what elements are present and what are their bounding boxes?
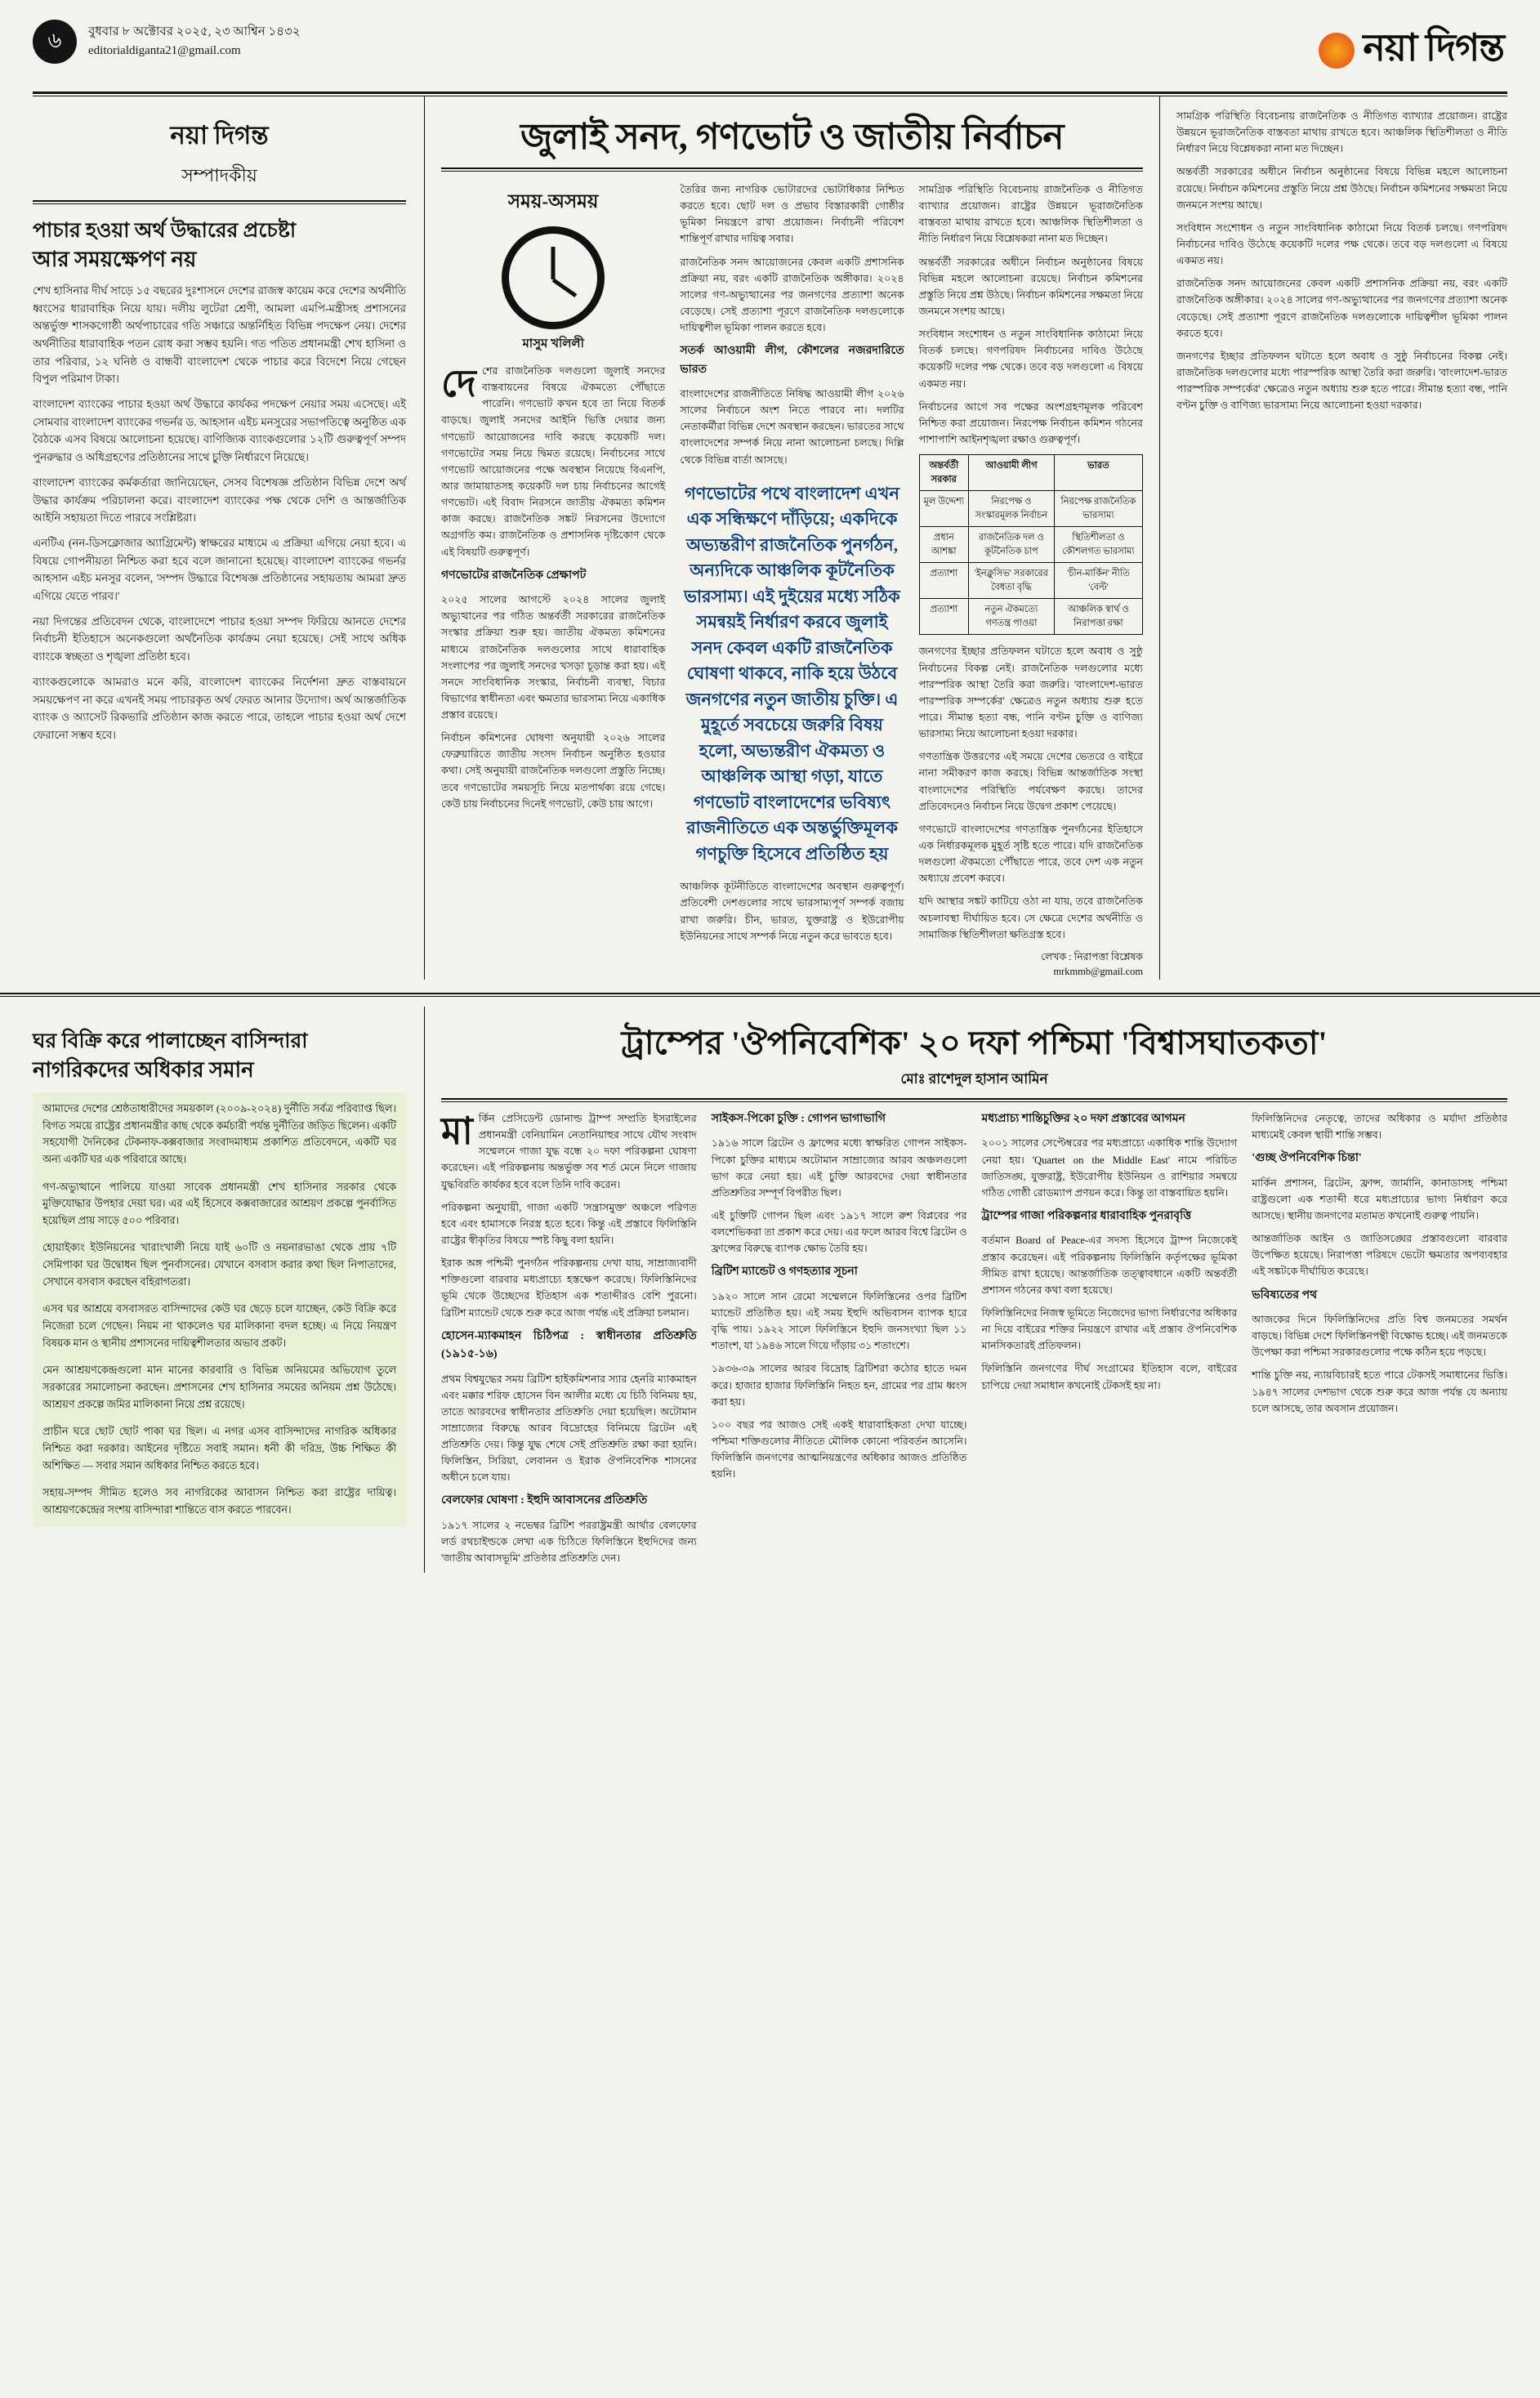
bottom-body-2 xyxy=(712,1110,967,1482)
paragraph: অন্তর্বর্তী সরকারের অধীনে নির্বাচন অনুষ্ঠানের বিষয়ে বিভিন্ন মহলে আলোচনা রয়েছে। নির্বাচন কমিশনের প্রস্তুতি নিয়ে প্রশ্ন উঠছে। নির্বাচন কমিশনের সক্ষমতা নিয়ে জনমনে সংশয় আছে। xyxy=(1176,166,1507,211)
table-header-cell: অন্তর্বর্তী সরকার xyxy=(919,455,968,491)
paragraph: প্রথম বিশ্বযুদ্ধের সময় ব্রিটিশ হাইকমিশনার স্যার হেনরি ম্যাকমাহন এবং মক্কার শরিফ হোসেন বিন আলীর মধ্যে যে চিঠি বিনিময় হয়, তাতে আরবদের স্বাধীনতার প্রতিশ্রুতি দেয়া হয়েছিল। অটোমান সাম্রাজ্যের বিরুদ্ধে আরব বিদ্রোহের বিনিময়ে ব্রিটেন এই প্রতিশ্রুতি দেয়। কিন্তু যুদ্ধ শেষে সেই প্রতিশ্রুতি রক্ষা করা হয়নি। ফিলিস্তিন, সিরিয়া, লেবানন ও ইরাক ঔপনিবেশিক শাসনের অধীনে চলে যায়। xyxy=(441,1373,697,1484)
table-row xyxy=(919,491,1142,527)
paragraph: সহায়-সম্পদ সীমিত হলেও সব নাগরিকের আবাসন নিশ্চিত করা রাষ্ট্রের দায়িত্ব। আশ্রয়ণকেন্দ্রের সংশয় বাসিন্দারা শান্তিতে বাস করতে পারবেন। xyxy=(42,1487,396,1516)
headline-rule-thin xyxy=(441,171,1143,172)
editorial2-title-line1: ঘর বিক্রি করে পালাচ্ছেন বাসিন্দারা xyxy=(33,1030,308,1053)
table-header-cell: ভারত xyxy=(1054,455,1142,491)
paragraph: ১৯৩৬-৩৯ সালের আরব বিদ্রোহ ব্রিটিশরা কঠোর হাতে দমন করে। হাজার হাজার ফিলিস্তিনি নিহত হন, গ্রামের পর গ্রাম ধ্বংস করা হয়। xyxy=(711,1363,967,1408)
lower-content xyxy=(0,1007,1540,1573)
paragraph: বাংলাদেশ ব্যাংকের পাচার হওয়া অর্থ উদ্ধারে কার্যকর পদক্ষেপ নেয়ার সময় এসেছে। এই সোমবার বাংলাদেশ ব্যাংকের গভর্নর ড. আহসান এইচ মনসুরের সভাপতিত্বে অনুষ্ঠিত এক বৈঠকে এসব বিষয়ে আলোচনা হয়েছে। বাণিজ্যিক ব্যাংকগুলোর ১২টি গুরুত্বপূর্ণ সম্পদ পুনরুদ্ধার ও অধিগ্রহণের প্রতিষ্ঠানের সাথে চুক্তি নির্ধারণে নিয়েছে। xyxy=(33,398,406,464)
paragraph: জনগণের ইচ্ছার প্রতিফলন ঘটাতে হলে অবাধ ও সুষ্ঠু নির্বাচনের বিকল্প নেই। রাজনৈতিক দলগুলোর মধ্যে পারস্পরিক আস্থা তৈরি করা জরুরি। 'বাংলাদেশ-ভারত পারস্পরিক সম্পর্কের' ক্ষেত্রেও নতুন অধ্যায় শুরু হতে পারে। সীমান্ত হত্যা বন্ধ, পানি বণ্টন চুক্তি ও বাণিজ্য ভারসাম্য নিয়ে আলোচনা হওয়া দরকার। xyxy=(918,645,1143,740)
subheading: সতর্ক আওয়ামী লীগ, কৌশলের নজরদারিতে ভারত xyxy=(680,345,904,376)
masthead-dateline xyxy=(88,20,300,60)
paragraph: শান্তি চুক্তি নয়, ন্যায়বিচারই হতে পারে টেকসই সমাধানের ভিত্তি। ১৯৪৭ সালের দেশভাগ থেকে শুরু করে আজ পর্যন্ত যে অন্যায় চলে আসছে, তার অবসান প্রয়োজন। xyxy=(1252,1369,1507,1414)
bottom-col-2 xyxy=(712,1110,967,1573)
table-cell: নিরপেক্ষ রাজনৈতিক ভারসাম্য xyxy=(1054,491,1142,527)
bottom-article-columns xyxy=(441,1110,1507,1573)
subheading: গণভোটের রাজনৈতিক প্রেক্ষাপট xyxy=(441,569,587,582)
table-cell: নিরপেক্ষ ও সংস্কারমূলক নির্বাচন xyxy=(968,491,1054,527)
paragraph: ১০০ বছর পর আজও সেই একই ধারাবাহিকতা দেখা যাচ্ছে। পশ্চিমা শক্তিগুলোর নীতিতে মৌলিক কোনো পরিবর্তন আসেনি। ফিলিস্তিনি জনগণের আত্মনিয়ন্ত্রণের অধিকার আজও প্রতিষ্ঠিত হয়নি। xyxy=(711,1418,967,1480)
editorial-rule-thin xyxy=(33,203,406,204)
main-article-author: মাসুম খলিলী xyxy=(522,337,584,351)
right-column-body xyxy=(1176,108,1507,413)
comparison-table xyxy=(919,454,1143,635)
main-article-col-3 xyxy=(919,181,1143,980)
paragraph: ফিলিস্তিনিদের নেতৃত্বে, তাদের অধিকার ও মর্যাদা প্রতিষ্ঠার মাধ্যমেই কেবল স্থায়ী শান্তি সম্ভব। xyxy=(1252,1113,1507,1141)
main-article-body-3 xyxy=(919,181,1143,448)
paragraph: নয়া দিগন্তের প্রতিবেদন থেকে, বাংলাদেশে পাচার হওয়া সম্পদ ফিরিয়ে আনতে দেশের নির্বাচনী ইতিহাসে অনেকগুলো অর্থনৈতিক কার্যক্রম নেয়া হয়েছে। সেই সাথে অধিক ব্যাংকে স্বচ্ছতা ও শৃঙ্খলা প্রতিষ্ঠা হবে। xyxy=(33,614,406,663)
paragraph: গণভোটে বাংলাদেশের গণতান্ত্রিক পুনর্গঠনের ইতিহাসে এক নির্ধারকমূলক মুহূর্ত সৃষ্টি হতে পারে। যদি রাজনৈতিক দলগুলো ঐকমত্যে পৌঁছাতে পারে, তবে দেশ এক নতুন অধ্যায়ে প্রবেশ করবে। xyxy=(918,823,1143,885)
paragraph: পরিকল্পনা অনুযায়ী, গাজা একটি 'সন্ত্রাসমুক্ত' অঞ্চলে পরিণত হবে এবং হামাসকে নিরস্ত্র হতে হবে। কিন্তু এই প্রস্তাবে ফিলিস্তিনি রাষ্ট্রের স্বীকৃতির বিষয়ে স্পষ্ট কিছু বলা হয়নি। xyxy=(441,1201,697,1247)
paragraph: হোয়াইক্যং ইউনিয়নের খারাংখালী নিয়ে যাই ৬০টি ও নয়নারভাঙা থেকে প্রায় ৭টি সেমিপাকা ঘর উদ্বোধন ছিল পুনর্বাসনের। যেখানে বসবাস করার কথা ছিল নিপাতাদের, সেখানে বসবাস করছেন বহিরাগতরা। xyxy=(42,1242,396,1288)
pull-quote: গণভোটের পথে বাংলাদেশ এখন এক সন্ধিক্ষণে দাঁড়িয়ে; একদিকে অভ্যন্তরীণ রাজনৈতিক পুনর্গঠন, অন্যদিকে আঞ্চলিক কূটনৈতিক ভারসাম্য। এই দুইয়ের মধ্যে সঠিক সমন্বয়ই নির্ধারণ করবে জুলাই সনদ কেবল একটি রাজনৈতিক ঘোষণা থাকবে, নাকি হয়ে উঠবে জনগণের নতুন জাতীয় চুক্তি। এ মুহূর্তে সবচেয়ে জরুরি বিষয় হলো, অভ্যন্তরীণ ঐকমত্য ও আঞ্চলিক আস্থা গড়া, যাতে গণভোট বাংলাদেশের ভবিষ্যৎ রাজনীতিতে এক অন্তর্ভুক্তিমূলক গণচুক্তি হিসেবে প্রতিষ্ঠিত হয় xyxy=(684,483,900,864)
bottom-article-author: মোঃ রাশেদুল হাসান আমিন xyxy=(900,1071,1048,1087)
bottom-col-3 xyxy=(982,1110,1238,1573)
table-row xyxy=(919,527,1142,563)
main-article-col-1 xyxy=(441,181,665,980)
editorial2-title-line2: নাগরিকদের অধিকার সমান xyxy=(33,1058,254,1083)
bottom-body-1 xyxy=(441,1110,697,1566)
paragraph: মেন আশ্রয়ণকেন্দ্রগুলো মান মানের কারবারি ও বিভিন্ন অনিয়মের অভিযোগ তুলে সরকারের সমালোচনা করছেন। প্রশাসনের শেখ হাসিনার সময়ের অনিয়ম প্রশ্ন উঠেছে। আশ্রয়ণ প্রকল্পে জমির মালিকানা নিয়ে প্রশ্ন রয়েছে। xyxy=(42,1364,396,1410)
editorial2-body xyxy=(33,1092,406,1527)
editorial1-body xyxy=(33,282,406,744)
main-article-body-2b xyxy=(680,878,904,944)
masthead-rule xyxy=(33,92,1507,94)
paragraph: ফিলিস্তিনি জনগণের দীর্ঘ সংগ্রামের ইতিহাস বলে, বাইরের চাপিয়ে দেয়া সমাধান কখনোই টেকসই হয় না। xyxy=(981,1363,1238,1391)
section-divider-thin xyxy=(0,996,1540,997)
clock-icon-wrap xyxy=(441,226,665,329)
right-column xyxy=(1160,96,1507,980)
paragraph: শেখ হাসিনার দীর্ঘ সাড়ে ১৫ বছরের দুঃশাসনে দেশের রাজস্ব কায়েম করে দেশের অর্থনীতি ধ্বংসের ধারাবাহিক নিয়ে যায়। দলীয় লুটেরা শ্রেণী, আমলা এমপি-মন্ত্রীসহ প্রশাসনের অন্তর্ভুক্ত শাসকগোষ্ঠী অর্থপাচারের গতি সঞ্চারে অন্তর্নিহিত বিভিন্ন পদক্ষেপ নেয়। দেশের অর্থনীতির ধারাবাহিক পতন রোধ করা সম্ভব হয়নি। গত পতিত প্রধানমন্ত্রী শেখ হাসিনা ও তার পরিবার, ১২ ঘনিষ্ঠ ও বান্ধবী বাংলাদেশ থেকে পাচার করে বিদেশে নিয়ে গেছেন বিপুল পরিমাণ টাকা। xyxy=(33,284,406,386)
table-cell: 'ইনক্লুসিভ' সরকারের বৈধতা বৃদ্ধি xyxy=(968,563,1054,599)
subheading: ভবিষ্যতের পথ xyxy=(1252,1288,1318,1302)
masthead-right xyxy=(1319,20,1507,82)
bottom-headline-rule xyxy=(441,1098,1507,1100)
paragraph: ব্যাংকগুলোকে আমরাও মনে করি, বাংলাদেশ ব্যাংকের নির্দেশনা দ্রুত বাস্তবায়নে সময়ক্ষেপণ না করে এখনই সময় পাচারকৃত অর্থ ফেরত আনার উদ্যোগ। অর্থ আন্তর্জাতিক ব্যাংক ও অ্যাসেট রিকভারি প্রতিষ্ঠান কাজ করতে পারে, তাহলে পাচার হওয়া অর্থ দেশে ফেরানো সম্ভব হবে। xyxy=(33,675,406,741)
paragraph: ১৯২০ সালে সান রেমো সম্মেলনে ফিলিস্তিনের ওপর ব্রিটিশ ম্যান্ডেট প্রতিষ্ঠিত হয়। এই সময় ইহুদি অভিবাসন ব্যাপক হারে বৃদ্ধি পায়। ১৯২২ সালে ফিলিস্তিনে ইহুদি জনসংখ্যা ছিল ১১ শতাংশ, যা ১৯৪৬ সালে গিয়ে দাঁড়ায় ৩১ শতাংশে। xyxy=(711,1290,967,1352)
paragraph: জনগণের ইচ্ছার প্রতিফলন ঘটাতে হলে অবাধ ও সুষ্ঠু নির্বাচনের বিকল্প নেই। রাজনৈতিক দলগুলোর মধ্যে পারস্পরিক আস্থা তৈরি করা জরুরি। 'বাংলাদেশ-ভারত পারস্পরিক সম্পর্কের' ক্ষেত্রেও নতুন অধ্যায় শুরু হতে পারে। সীমান্ত হত্যা বন্ধ, পানি বণ্টন চুক্তি ও বাণিজ্য ভারসাম্য নিয়ে আলোচনা হওয়া দরকার। xyxy=(1176,350,1507,412)
table-cell: প্রধান আশঙ্কা xyxy=(919,527,968,563)
masthead-left xyxy=(33,20,300,64)
paragraph: গণতান্ত্রিক উত্তরণের এই সময়ে দেশের ভেতরে ও বাইরে নানা সমীকরণ কাজ করছে। বিভিন্ন আন্তর্জাতিক সংস্থা বাংলাদেশের পরিস্থিতি পর্যবেক্ষণ করছে। তাদের প্রতিবেদনেও নির্বাচন নিয়ে উদ্বেগ প্রকাশ পেয়েছে। xyxy=(918,751,1143,812)
paragraph: ২০০১ সালের সেপ্টেম্বরের পর মধ্যপ্রাচ্যে একাধিক শান্তি উদ্যোগ নেয়া হয়। 'Quartet on the Middle East' নামে পরিচিত জাতিসঙ্ঘ, যুক্তরাষ্ট্র, ইউরোপীয় ইউনিয়ন ও রাশিয়ার সমন্বয়ে গঠিত গোষ্ঠী রোডম্যাপ প্রণয়ন করে। কিন্তু তা বাস্তবায়িত হয়নি। xyxy=(981,1137,1238,1199)
paragraph: বর্তমান Board of Peace-এর সদস্য হিসেবে ট্রাম্প নিজেকেই প্রস্তাব করেছেন। এই পরিকল্পনায় ফিলিস্তিনি কর্তৃপক্ষের ভূমিকা সীমিত রাখা হয়েছে। আন্তর্জাতিক তত্ত্বাবধানে একটি অন্তর্বর্তী প্রশাসন গঠনের কথা বলা হয়েছে। xyxy=(981,1235,1238,1296)
table-cell: 'চীন-মার্কিন' নীতি 'বেল্ট' xyxy=(1054,563,1142,599)
editorial1-title-line1: পাচার হওয়া অর্থ উদ্ধারের প্রচেষ্টা xyxy=(33,220,297,242)
paragraph: আমাদের দেশের শ্রেষ্ঠতাধারীদের সময়কাল (২০০৯-২০২৪) দুর্নীতি সর্বত্র পরিব্যাপ্ত ছিল। বিগত সময়ে রাষ্ট্রের প্রধানমন্ত্রীর কাছ থেকে কর্মচারী পর্যন্ত দুর্নীতির জড়িত ছিলেন। একটি সহযোগী দৈনিকের টেকনাফ-কক্সবাজার সংবাদমাধ্যম প্রকাশিত প্রতিবেদনে, একটি ঘর অন্য একটি ঘর এক পরিবারে আছে। xyxy=(42,1102,396,1165)
subheading: বেলফোর ঘোষণা : ইহুদি আবাসনের প্রতিশ্রুতি xyxy=(441,1494,648,1507)
table-cell: স্থিতিশীলতা ও কৌশলগত ভারসাম্য xyxy=(1054,527,1142,563)
paragraph: দেশের রাজনৈতিক দলগুলো জুলাই সনদের বাস্তবায়নের বিষয়ে ঐকমত্যে পৌঁছাতে পারেনি। গণভোট কখন হবে তা নিয়ে বিতর্ক বাড়ছে। জুলাই সনদের আইনি ভিত্তি দেয়ার জন্য গণভোট আয়োজনের দাবি করছে কয়েকটি দল। গণভোটের সময় নিয়ে দ্বিমত রয়েছে। নির্বাচনের সাথে গণভোট আয়োজনের পক্ষে অবস্থান নিয়েছে বিএনপি, আর জামায়াতসহ কয়েকটি দল চায় নির্বাচনের আগেই গণভোট। এই বিবাদ নিরসনে জাতীয় ঐকমত্য কমিশন কাজ করছে। রাজনৈতিক সঙ্কট নিরসনের উদ্যোগে অগ্রগতি কম। রাজনৈতিক ও প্রশাসনিক দৃষ্টিকোণ থেকে এই বিষয়টি গুরুত্বপূর্ণ। xyxy=(441,363,666,558)
paragraph: তৈরির জন্য নাগরিক ভোটারদের ভোটাধিকার নিশ্চিত করতে হবে। ছোট দল ও প্রভাব বিস্তারকারী গোষ্ঠীর ভূমিকা নিয়ন্ত্রণে রাখা প্রয়োজন। নির্বাচনী পরিবেশ শান্তিপূর্ণ রাখার দায়িত্ব সবার। xyxy=(680,184,904,245)
sun-icon xyxy=(1319,33,1355,69)
section-divider xyxy=(0,993,1540,994)
subheading: হোসেন-ম্যাকমাহন চিঠিপত্র : স্বাধীনতার প্রতিশ্রুতি (১৯১৫-১৬) xyxy=(441,1329,697,1361)
bottom-col-1 xyxy=(441,1110,697,1573)
table-cell: মূল উদ্দেশ্য xyxy=(919,491,968,527)
table-header-cell: আওয়ামী লীগ xyxy=(968,455,1054,491)
table-header-row xyxy=(919,455,1142,491)
main-article-col-2 xyxy=(680,181,904,980)
bottom-article-column xyxy=(425,1007,1507,1573)
paragraph: সংবিধান সংশোধন ও নতুন সাংবিধানিক কাঠামো নিয়ে বিতর্ক চলছে। গণপরিষদ নির্বাচনের দাবিও উঠেছে কয়েকটি দলের পক্ষ থেকে। তবে বড় দলগুলো এ বিষয়ে একমত নয়। xyxy=(1176,221,1507,267)
paragraph: আন্তর্জাতিক আইন ও জাতিসঙ্ঘের প্রস্তাবগুলো বারবার উপেক্ষিত হয়েছে। নিরাপত্তা পরিষদে ভেটো ক্ষমতার অপব্যবহার এই সঙ্কটকে দীর্ঘায়িত করেছে। xyxy=(1252,1233,1507,1278)
paragraph: আঞ্চলিক কূটনীতিতে বাংলাদেশের অবস্থান গুরুত্বপূর্ণ। প্রতিবেশী দেশগুলোর সাথে ভারসাম্যপূর্ণ সম্পর্ক বজায় রাখা জরুরি। চীন, ভারত, যুক্তরাষ্ট্র ও ইউরোপীয় ইউনিয়নের সাথে সম্পর্ক নিয়ে নতুন করে ভাবতে হবে। xyxy=(680,881,904,942)
paragraph: নির্বাচনের আগে সব পক্ষের অংশগ্রহণমূলক পরিবেশ নিশ্চিত করা প্রয়োজন। নিরপেক্ষ নির্বাচন কমিশন গঠনের পাশাপাশি আইনশৃঙ্খলা রক্ষাও গুরুত্বপূর্ণ। xyxy=(918,400,1143,445)
paragraph: রাজনৈতিক সনদ আয়োজনের কেবল একটি প্রশাসনিক প্রক্রিয়া নয়, বরং একটি রাজনৈতিক অঙ্গীকার। ২০২৪ সালের গণ-অভ্যুত্থানের পর জনগণের প্রত্যাশা অনেক বেড়েছে। সেই প্রত্যাশা পূরণে রাজনৈতিক দলগুলোকে দায়িত্বশীল ভূমিকা পালন করতে হবে। xyxy=(680,256,904,334)
editorial2-column xyxy=(33,1007,425,1573)
main-headline: জুলাই সনদ, গণভোট ও জাতীয় নির্বাচন xyxy=(520,117,1065,157)
table-cell: নতুন ঐকমত্যে গণতন্ত্র পাওয়া xyxy=(968,599,1054,635)
subheading: 'গুচ্ছ ঔপনিবেশিক চিন্তা' xyxy=(1252,1152,1362,1165)
paragraph: সামগ্রিক পরিস্থিতি বিবেচনায় রাজনৈতিক ও নীতিগত ব্যাখ্যার প্রয়োজন। রাষ্ট্রের উন্নয়নে ভূরাজনৈতিক বাস্তবতা মাথায় রাখতে হবে। আঞ্চলিক স্থিতিশীলতা ও নীতি নির্ধারণ নিয়ে বিশ্লেষকরা নানা মত দিচ্ছেন। xyxy=(918,184,1143,245)
masthead xyxy=(0,0,1540,87)
paragraph: ১৯১৬ সালে ব্রিটেন ও ফ্রান্সের মধ্যে স্বাক্ষরিত গোপন সাইকস-পিকো চুক্তির মাধ্যমে অটোমান সাম্রাজ্যের আরব অঞ্চলগুলো ভাগ করে নেয়া হয়। এই চুক্তি আরবদের দেয়া স্বাধীনতার প্রতিশ্রুতির সম্পূর্ণ বিপরীত ছিল। xyxy=(711,1137,967,1199)
subheading: সাইকস-পিকো চুক্তি : গোপন ভাগাভাগি xyxy=(711,1113,886,1126)
paragraph: ২০২৫ সালের আগস্টে ২০২৪ সালের জুলাই অভ্যুত্থানের পর গঠিত অন্তর্বর্তী সরকারের রাজনৈতিক সংস্কার প্রক্রিয়া শুরু হয়। জাতীয় ঐকমত্য কমিশনের মাধ্যমে রাজনৈতিক দলগুলোর সাথে ধারাবাহিক সংলাপের পর জুলাই সনদের খসড়া চূড়ান্ত করা হয়। এই সনদে সাংবিধানিক সংস্কার, নির্বাচনী ব্যবস্থা, বিচার বিভাগের স্বাধীনতা এবং ক্ষমতার ভারসাম্য নিয়ে একাধিক প্রস্তাব রয়েছে। xyxy=(441,594,666,721)
paragraph: মার্কিন প্রশাসন, ব্রিটেন, ফ্রান্স, জার্মানি, কানাডাসহ পশ্চিমা রাষ্ট্রগুলো এক শতাব্দী ধরে মধ্যপ্রাচ্যের ভাগ্য নির্ধারণ করে আসছে। স্থানীয় জনগণের মতামত কখনোই গুরুত্ব পায়নি। xyxy=(1252,1177,1507,1221)
paragraph: এনটিএ (নন-ডিসক্লোজার অ্যাগ্রিমেন্ট) স্বাক্ষরের মাধ্যমে এ প্রক্রিয়া এগিয়ে নেয়া হবে। এ বিষয়ে গোপনীয়তা নিশ্চিত করা হবে বলে জানানো হয়েছে। বাংলাদেশ ব্যাংকের গভর্নর আহসান এইচ মনসুর বলেন, 'সম্পদ উদ্ধারে বিশেষজ্ঞ প্রতিষ্ঠানের সহায়তায় আমরা দ্রুত এগিয়ে যেতে পারব।' xyxy=(33,536,407,603)
paragraph: বাংলাদেশ ব্যাংকের কর্মকর্তারা জানিয়েছেন, সেসব বিশেষজ্ঞ প্রতিষ্ঠান বিভিন্ন দেশে অর্থ উদ্ধার কার্যক্রম পরিচালনা করে। বাংলাদেশ ব্যাংকের পক্ষ থেকে দেশি ও আন্তর্জাতিক আইনি সহায়তা দিতে পারবে সংশ্লিষ্টরা। xyxy=(33,476,406,525)
table-row xyxy=(919,599,1142,635)
editorial1-title-line2: আর সময়ক্ষেপণ নয় xyxy=(33,248,197,271)
main-article-body-3b xyxy=(919,643,1143,942)
table-cell: প্রত্যাশা xyxy=(919,599,968,635)
bottom-headline: ট্রাম্পের 'ঔপনিবেশিক' ২০ দফা পশ্চিমা 'বিশ্বাসঘাতকতা' xyxy=(621,1025,1328,1062)
paragraph: এসব ঘর আশ্রয়ে বসবাসরত বাসিন্দাদের কেউ ঘর ছেড়ে চলে যাচ্ছেন, কেউ বিক্রি করে নিজেরা চলে গেছেন। নিয়ম না থাকলেও ঘর মালিকানা বদল হচ্ছে। এ নিয়ে নিয়ন্ত্রণ বিষয়ক মান ও স্থানীয় প্রশাসনের দায়িত্বশীলতার অভাব প্রকট। xyxy=(42,1303,396,1349)
clock-icon xyxy=(502,226,605,329)
editorial-column xyxy=(33,96,425,980)
editorial-paper-name: নয়া দিগন্ত xyxy=(170,121,269,150)
main-article-column xyxy=(425,96,1160,980)
paragraph: সংবিধান সংশোধন ও নতুন সাংবিধানিক কাঠামো নিয়ে বিতর্ক চলছে। গণপরিষদ নির্বাচনের দাবিও উঠেছে কয়েকটি দলের পক্ষ থেকে। তবে বড় দলগুলো এ বিষয়ে একমত নয়। xyxy=(918,328,1143,390)
paragraph: অন্তর্বর্তী সরকারের অধীনে নির্বাচন অনুষ্ঠানের বিষয়ে বিভিন্ন মহলে আলোচনা রয়েছে। নির্বাচন কমিশনের প্রস্তুতি নিয়ে প্রশ্ন উঠছে। নির্বাচন কমিশনের সক্ষমতা নিয়ে জনমনে সংশয় আছে। xyxy=(918,256,1143,317)
bottom-body-3 xyxy=(982,1110,1238,1394)
table-cell: আঞ্চলিক স্বার্থ ও নিরাপত্তা রক্ষা xyxy=(1054,599,1142,635)
paragraph: নির্বাচন কমিশনের ঘোষণা অনুযায়ী ২০২৬ সালের ফেব্রুয়ারিতে জাতীয় সংসদ নির্বাচন অনুষ্ঠিত হওয়ার কথা। সেই অনুযায়ী রাজনৈতিক দলগুলো প্রস্তুতি নিচ্ছে। তবে গণভোটের সময়সূচি নিয়ে মতপার্থক্য রয়ে গেছে। কেউ চায় নির্বাচনের দিনেই গণভোট, কেউ চায় আগে। xyxy=(441,732,666,810)
main-article-columns xyxy=(441,181,1143,980)
table-row xyxy=(919,563,1142,599)
paragraph: ১৯১৭ সালের ২ নভেম্বর ব্রিটিশ পররাষ্ট্রমন্ত্রী আর্থার বেলফোর লর্ড রথচাইল্ডকে লেখা এক চিঠিতে ফিলিস্তিনে ইহুদিদের জন্য 'জাতীয় আবাসভূমি' প্রতিষ্ঠার প্রতিশ্রুতি দেন। xyxy=(441,1519,697,1565)
author-signature xyxy=(919,949,1143,980)
bottom-body-4 xyxy=(1252,1110,1507,1417)
table-cell: প্রত্যাশা xyxy=(919,563,968,599)
column-kicker: সময়-অসময় xyxy=(507,191,599,212)
page-number-badge: ৬ xyxy=(33,20,77,64)
paragraph: মার্কিন প্রেসিডেন্ট ডোনাল্ড ট্রাম্প সম্প্রতি ইসরাইলের প্রধানমন্ত্রী বেনিয়ামিন নেতানিয়াহুর সাথে যৌথ সংবাদ সম্মেলনে গাজা যুদ্ধ বন্ধে ২০ দফা পরিকল্পনা ঘোষণা করেছেন। এই পরিকল্পনায় অন্তর্ভুক্ত সব শর্ত মেনে নিলে গাজায় যুদ্ধবিরতি কার্যকর হবে বলে তিনি দাবি করেন। xyxy=(441,1110,697,1190)
email-text: editorialdiganta21@gmail.com xyxy=(88,43,241,57)
paragraph: বাংলাদেশের রাজনীতিতে নিষিদ্ধ আওয়ামী লীগ ২০২৬ সালের নির্বাচনে অংশ নিতে পারবে না। দলটির নেতাকর্মীরা বিভিন্ন দেশে অবস্থান করছেন। ভারতের সাথে বাংলাদেশের সম্পর্ক নিয়ে নানা আলোচনা চলছে। দিল্লি থেকে বিভিন্ন বার্তা আসছে। xyxy=(680,388,904,466)
table-cell: রাজনৈতিক দল ও কূটনৈতিক চাপ xyxy=(968,527,1054,563)
paragraph: সামগ্রিক পরিস্থিতি বিবেচনায় রাজনৈতিক ও নীতিগত ব্যাখ্যার প্রয়োজন। রাষ্ট্রের উন্নয়নে ভূরাজনৈতিক বাস্তবতা মাথায় রাখতে হবে। আঞ্চলিক স্থিতিশীলতা ও নীতি নির্ধারণ নিয়ে বিশ্লেষকরা নানা মত দিচ্ছেন। xyxy=(1176,110,1507,155)
bottom-col-4 xyxy=(1252,1110,1507,1573)
editorial-flag xyxy=(33,108,406,194)
bottom-headline-rule-thin xyxy=(441,1101,1507,1102)
upper-content xyxy=(0,96,1540,980)
main-article-body-2 xyxy=(680,181,904,468)
subheading: ব্রিটিশ ম্যান্ডেট ও গণহত্যার সূচনা xyxy=(711,1266,858,1279)
paragraph: গণ-অভ্যুত্থানে পালিয়ে যাওয়া সাবেক প্রধানমন্ত্রী শেখ হাসিনার সরকার থেকে মুক্তিযোদ্ধার উপহার দেয়া ঘর। এর এই হিসেবে কক্সবাজারের আশ্রয়ণ প্রকল্পে পুনর্বাসিত হয়েছিল প্রায় সাড়ে ৫০০ পরিবার। xyxy=(42,1181,396,1226)
paragraph: প্রাচীন ঘরে ছোট ছোট পাকা ঘর ছিল। এ নগর এসব বাসিন্দাদের নাগরিক অধিকার নিশ্চিত করা দরকার। আইনের দৃষ্টিতে সবাই সমান। ধনী কী দরিদ্র, উচ্চ শিক্ষিত কী অশিক্ষিত — সবার সমান অধিকার নিশ্চিত করতে হবে। xyxy=(42,1426,396,1471)
author-email: mrkmmb@gmail.com xyxy=(1053,966,1143,978)
date-text: বুধবার ৮ অক্টোবর ২০২৫, ২৩ আশ্বিন ১৪৩২ xyxy=(88,25,301,38)
headline-rule xyxy=(441,167,1143,169)
paragraph: ইরাক অঙ্গ পশ্চিমী পুনর্গঠন পরিকল্পনায় দেখা যায়, সাম্রাজ্যবাদী শক্তিগুলো বারবার মধ্যপ্রাচ্যে হস্তক্ষেপ করেছে। ফিলিস্তিনিদের ভূমি থেকে উচ্ছেদের ইতিহাস এক শতাব্দীরও বেশি পুরনো। ব্রিটিশ ম্যান্ডেট থেকে শুরু করে আজ পর্যন্ত এই প্রক্রিয়া চলমান। xyxy=(441,1257,697,1319)
paragraph: এই চুক্তিটি গোপন ছিল এবং ১৯১৭ সালে রুশ বিপ্লবের পর বলশেভিকরা তা প্রকাশ করে দেয়। এর ফলে আরব বিশ্বে ব্রিটেন ও ফ্রান্সের বিরুদ্ধে ব্যাপক ক্ষোভ তৈরি হয়। xyxy=(711,1209,967,1255)
author-credit: লেখক : নিরাপত্তা বিশ্লেষক xyxy=(1040,950,1143,962)
main-article-body-1 xyxy=(441,363,665,812)
editorial-section-label: সম্পাদকীয় xyxy=(181,165,257,185)
editorial-rule xyxy=(33,200,406,202)
paragraph: রাজনৈতিক সনদ আয়োজনের কেবল একটি প্রশাসনিক প্রক্রিয়া নয়, বরং একটি রাজনৈতিক অঙ্গীকার। ২০২৪ সালের গণ-অভ্যুত্থানের পর জনগণের প্রত্যাশা অনেক বেড়েছে। সেই প্রত্যাশা পূরণে রাজনৈতিক দলগুলোকে দায়িত্বশীল ভূমিকা পালন করতে হবে। xyxy=(1176,278,1507,339)
paper-title: নয়া দিগন্ত xyxy=(1363,27,1504,69)
paragraph: ফিলিস্তিনিদের নিজস্ব ভূমিতে নিজেদের ভাগ্য নির্ধারণের অধিকার না দিয়ে বাইরের শক্তির নিয়ন্ত্রণে রাখার এই প্রস্তাব ঔপনিবেশিক মানসিকতারই প্রতিফলন। xyxy=(981,1306,1238,1352)
paragraph: আজকের দিনে ফিলিস্তিনিদের প্রতি বিশ্ব জনমতের সমর্থন বাড়ছে। বিভিন্ন দেশে ফিলিস্তিনপন্থী বিক্ষোভ হচ্ছে। এই জনমতকে উপেক্ষা করা পশ্চিমা সরকারগুলোর পক্ষে কঠিন হয়ে পড়ছে। xyxy=(1252,1313,1507,1359)
subheading: মধ্যপ্রাচ্য শান্তিচুক্তির ২০ দফা প্রস্তাবের আগমন xyxy=(981,1113,1185,1126)
subheading: ট্রাম্পের গাজা পরিকল্পনার ধারাবাহিক পুনরাবৃত্তি xyxy=(981,1209,1192,1222)
paragraph: যদি আস্থার সঙ্কট কাটিয়ে ওঠা না যায়, তবে রাজনৈতিক অচলাবস্থা দীর্ঘায়িত হবে। সে ক্ষেত্রে দেশের অর্থনীতি ও সামাজিক স্থিতিশীলতা ক্ষতিগ্রস্ত হবে। xyxy=(918,895,1143,940)
